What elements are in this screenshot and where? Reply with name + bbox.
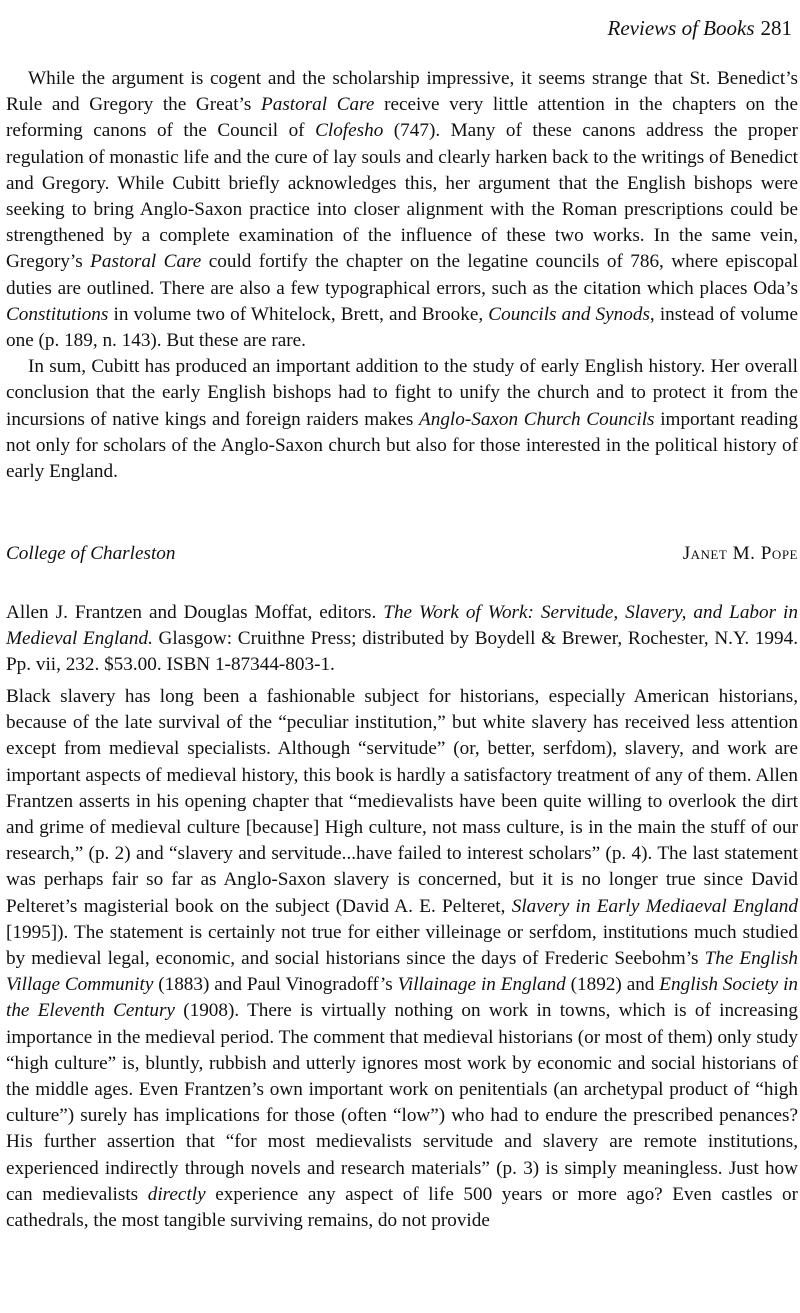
emphasis: directly — [147, 1183, 206, 1205]
text-run: important reading not only for scholars of the Anglo-Saxon church but also for those interested in the political history of early England. — [6, 408, 799, 483]
citation-title: The Work of Work: Servitude, Slavery, and Labor in Medieval England. — [6, 602, 798, 649]
text-run: (747). Many of these canons address the proper regulation of monastic life and the cure of lay souls and clearly harken back to the writings of Benedict and Gregory. While Cubitt briefly acknowledges this, her argument that the English bishops were seeking to bring Anglo-Saxon practice into closer alignment with the Roman prescriptions could be strengthened by a complete examination of the influence of these two works. In the same vein, Gregory’s — [6, 120, 799, 273]
page-number: 281 — [760, 16, 792, 40]
book-title: The English Village Community — [6, 948, 799, 996]
text-run: [1995]). The statement is certainly not true for either villeinage or serfdom, institutions much studied by medieval legal, economic, and social historians since the days of Frederic Seebohm’s — [6, 921, 798, 970]
review-continuation — [6, 66, 798, 485]
review-body — [6, 684, 798, 1234]
text-run: While the argument is cogent and the scholarship impressive, it seems strange that St. Benedict’s Rule and Gregory the Great’s — [6, 68, 798, 116]
text-run: , instead of volume one (p. 189, n. 143). But these are rare. — [6, 303, 798, 352]
review-paragraph — [6, 684, 798, 1234]
reviewer-name: Janet M. Pope — [682, 543, 798, 564]
text-run: (1892) and — [565, 974, 660, 996]
text-run: receive very little attention in the chapters on the reforming canons of the Council of — [6, 94, 798, 142]
reviewer-signature — [6, 541, 798, 567]
text-run: In sum, Cubitt has produced an important addition to the study of early English history. Her overall conclusion that the early English bishops had to fight to unify the church and to protect it from the incursions of native kings and foreign raiders makes — [6, 356, 798, 430]
text-run: experience any aspect of life 500 years or more ago? Even castles or cathedrals, the most tangible surviving remains, do not provide — [6, 1183, 798, 1232]
review-paragraph-1 — [6, 66, 798, 354]
running-head-title: Reviews of Books — [607, 16, 755, 40]
book-title: Villainage in England — [397, 974, 566, 996]
text-run: (1908). There is virtually nothing on work in towns, which is of increasing importance in the medieval period. The comment that medieval historians (or most of them) only study “high culture” is, bluntly, rubbish and utterly ignores most work by economic and social historians of the middle ages. Even Frantzen’s own important work on penitentials (an archetypal product of “high culture”) surely has implications for those (often “low”) who had to endure the prescribed penances? His further assertion that “for most medievalists servitude and slavery are remote institutions, experienced indirectly through novels and research materials” (p. 3) is simply meaningless. Just how can medievalists — [6, 1000, 798, 1205]
book-title: English Society in the Eleventh Century — [6, 974, 798, 1022]
book-title: Anglo-Saxon Church Councils — [419, 408, 655, 430]
reviewer-affiliation: College of Charleston — [6, 543, 176, 564]
place-name: Clofesho — [315, 120, 384, 142]
text-run: (1883) and Paul Vinogradoff’s — [153, 974, 398, 996]
citation-editors: Allen J. Frantzen and Douglas Moffat, editors. — [6, 602, 384, 623]
review-paragraph-2 — [6, 354, 798, 485]
book-title: Councils and Synods — [488, 303, 650, 325]
text-run: Black slavery has long been a fashionable subject for historians, especially American historians, because of the late survival of the “peculiar institution,” but white slavery has received less attention except from medieval specialists. Although “servitude” (or, better, serfdom), slavery, and work are important aspects of medieval history, this book is hardly a satisfactory treatment of any of them. Allen Frantzen asserts in his opening chapter that “medievalists have been quite willing to overlook the dirt and grime of medieval culture [because] High culture, not mass culture, is in the main the stuff of our research,” (p. 2) and “slavery and servitude...have failed to interest scholars” (p. 4). The last statement was perhaps fair so far as Anglo-Saxon slavery is concerned, but it is no longer true since David Pelteret’s magisterial book on the subject (David A. E. Pelteret, — [6, 686, 798, 917]
text-run: in volume two of Whitelock, Brett, and Brooke, — [108, 303, 489, 325]
text-run: could fortify the chapter on the legatine councils of 786, where episcopal duties are outlined. There are also a few typographical errors, such as the citation which places Oda’s — [6, 251, 798, 299]
book-title: Slavery in Early Mediaeval England — [511, 895, 798, 917]
book-citation — [6, 600, 798, 678]
book-title: Pastoral Care — [261, 94, 375, 116]
book-title: Constitutions — [6, 303, 109, 325]
citation-publication: Glasgow: Cruithne Press; distributed by Boydell & Brewer, Rochester, N.Y. 1994. Pp. vii, 232. $53.00. ISBN 1-87344-803-1. — [6, 628, 798, 675]
running-head — [608, 14, 792, 42]
book-title: Pastoral Care — [90, 251, 202, 273]
